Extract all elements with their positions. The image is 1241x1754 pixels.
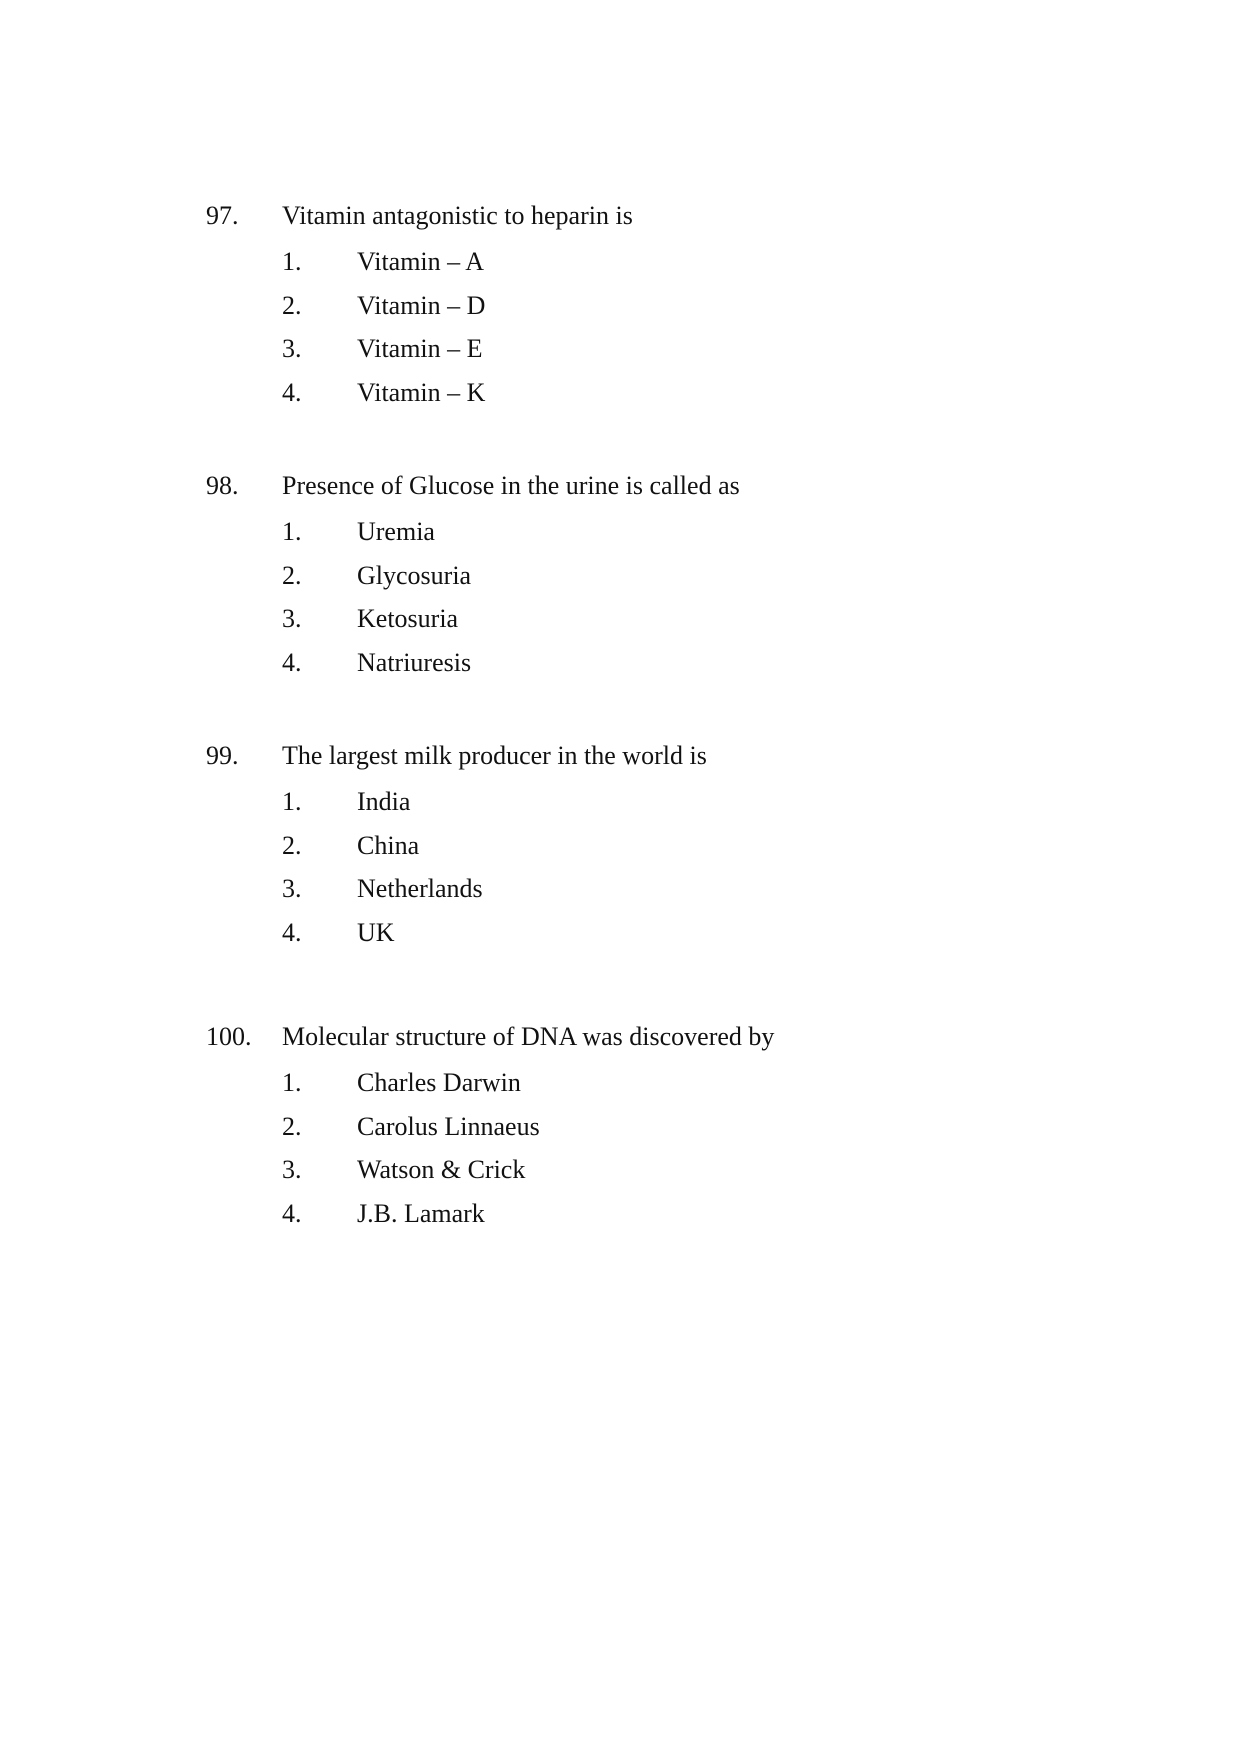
question-number: 98. [206, 471, 239, 500]
option-number: 3. [282, 604, 302, 634]
question-text: Presence of Glucose in the urine is called as [282, 471, 740, 500]
option-2 [206, 824, 1106, 868]
question-stem [206, 732, 1106, 780]
option-number: 4. [282, 378, 302, 408]
option-text: India [357, 787, 411, 816]
option-number: 4. [282, 648, 302, 678]
option-4 [206, 911, 1106, 955]
option-number: 1. [282, 517, 302, 546]
option-3 [206, 597, 1106, 641]
option-4 [206, 1192, 1106, 1236]
option-3 [206, 327, 1106, 371]
options-list [206, 1061, 1106, 1236]
option-number: 4. [282, 918, 302, 948]
options-list [206, 780, 1106, 955]
option-number: 3. [282, 334, 302, 364]
option-number: 2. [282, 1111, 302, 1141]
option-text: J.B. Lamark [357, 1199, 485, 1229]
option-1 [206, 780, 1106, 824]
option-text: Vitamin – D [357, 290, 486, 320]
option-text: Uremia [357, 517, 435, 546]
question-98 [206, 462, 1106, 685]
option-text: Vitamin – A [357, 247, 484, 276]
option-text: Ketosuria [357, 604, 459, 634]
option-text: Vitamin – E [357, 334, 483, 364]
question-text: The largest milk producer in the world is [282, 741, 707, 770]
option-number: 2. [282, 560, 302, 590]
question-number: 100. [206, 1022, 252, 1051]
option-number: 2. [282, 290, 302, 320]
option-3 [206, 867, 1106, 911]
question-stem [206, 462, 1106, 510]
question-99 [206, 732, 1106, 955]
option-text: Charles Darwin [357, 1068, 521, 1097]
option-number: 4. [282, 1199, 302, 1229]
question-number: 99. [206, 741, 239, 770]
option-text: Vitamin – K [357, 378, 486, 408]
option-4 [206, 371, 1106, 415]
question-text: Molecular structure of DNA was discovered by [282, 1022, 775, 1051]
option-4 [206, 641, 1106, 685]
option-text: China [357, 830, 420, 860]
options-list [206, 510, 1106, 685]
question-stem [206, 1013, 1106, 1061]
option-1 [206, 510, 1106, 554]
option-3 [206, 1148, 1106, 1192]
option-text: Netherlands [357, 874, 483, 904]
option-number: 1. [282, 247, 302, 276]
question-stem [206, 192, 1106, 240]
option-1 [206, 240, 1106, 284]
option-text: Glycosuria [357, 560, 472, 590]
question-97 [206, 192, 1106, 415]
option-number: 3. [282, 1155, 302, 1185]
option-text: Carolus Linnaeus [357, 1111, 540, 1141]
option-number: 2. [282, 830, 302, 860]
options-list [206, 240, 1106, 415]
option-text: UK [357, 918, 395, 948]
option-2 [206, 554, 1106, 598]
question-text: Vitamin antagonistic to heparin is [282, 201, 633, 230]
option-number: 1. [282, 787, 302, 816]
option-2 [206, 284, 1106, 328]
option-text: Watson & Crick [357, 1155, 526, 1185]
option-1 [206, 1061, 1106, 1105]
option-number: 3. [282, 874, 302, 904]
option-text: Natriuresis [357, 648, 472, 678]
question-number: 97. [206, 201, 239, 230]
option-2 [206, 1105, 1106, 1149]
question-100 [206, 1013, 1106, 1236]
option-number: 1. [282, 1068, 302, 1097]
